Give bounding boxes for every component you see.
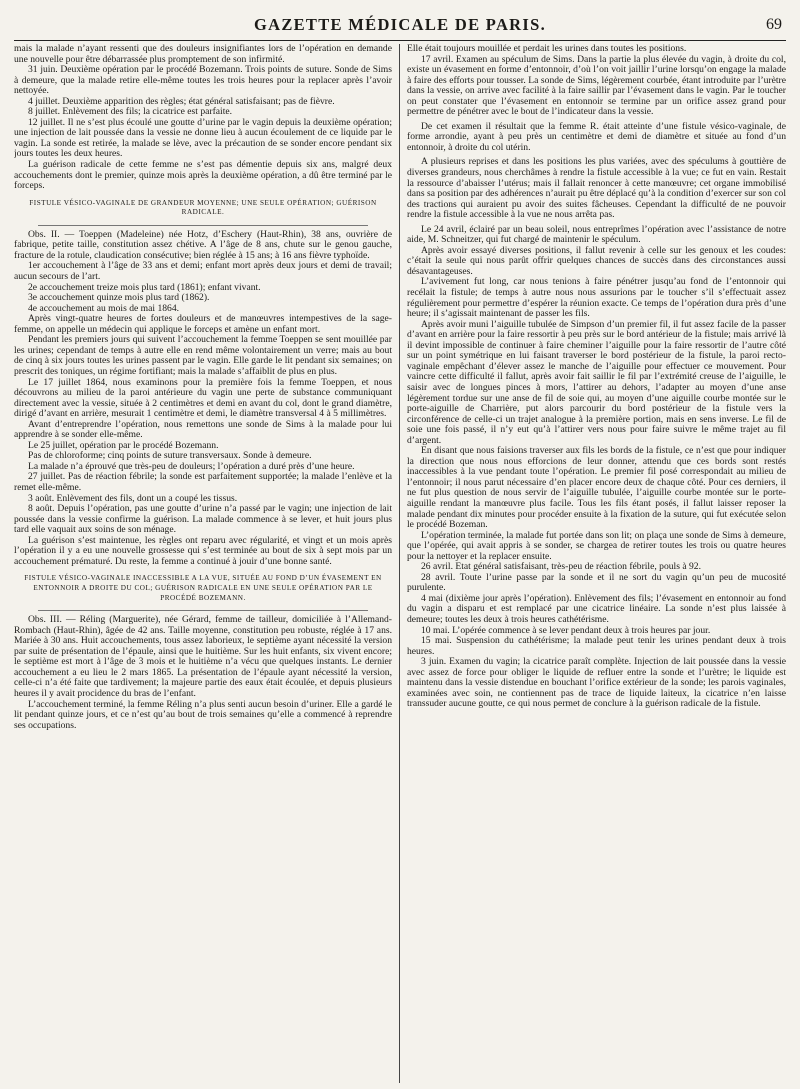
paragraph: 3e accouchement quinze mois plus tard (1862). xyxy=(28,292,210,304)
paragraph: 3 juin. Examen du vagin; la cicatrice paraît complète. Injection de lait poussée dans la vessie avec assez de force pour obliger le liquide de refluer entre la sonde et l’urètre; le liquide est maintenu dans la vessie distendue en bouchant l’orifice extérieur de la sonde; les parois vaginales, examinées avec soin, ne contiennent pas de trace de liquide laiteux, la cicatrice n’en laisse transsuder aucune goutte, ce qui nous permet de conclure à la guérison radicale de la fistule. xyxy=(407,656,786,710)
paragraph: Le 24 avril, éclairé par un beau soleil, nous entreprîmes l’opération avec l’assistance de notre aide, M. Schneitzer, qui fut chargé de maintenir le spéculum. xyxy=(407,223,786,246)
paragraph: 27 juillet. Pas de réaction fébrile; la sonde est parfaitement supportée; la malade l’enlève et la remet elle-même. xyxy=(14,471,392,493)
paragraph: La guérison radicale de cette femme ne s’est pas démentie depuis six ans, malgré deux accouchements dont le premier, quinze mois après la deuxième opération, a dû être terminé par le forceps. xyxy=(14,159,392,192)
paragraph: Pendant les premiers jours qui suivent l’accouchement la femme Toeppen se sent mouillée par les urines; cependant de temps à autre elle en rend même volontairement un verre; mais au bout de cinq à six jours toutes les urines passent par le vagin. Elle garde le lit pendant six semaines; on prescrit des toniques, un régime fortifiant; mais la malade s’affaiblit de plus en plus. xyxy=(14,334,392,377)
paragraph: L’avivement fut long, car nous tenions à faire pénétrer jusqu’au fond de l’entonnoir qui recélait la fistule; de temps à autre nous nous assurions par le toucher s’il s’effectuait assez régulièrement pour permettre d’espérer la réunion exacte. Ce temps de l’opération dura près d’une heure; il s’agissait maintenant de passer les fils. xyxy=(407,276,786,320)
paragraph: La malade n’a éprouvé que très-peu de douleurs; l’opération a duré près d’une heure. xyxy=(28,460,355,472)
paragraph: 10 mai. L’opérée commence à se lever pendant deux à trois heures par jour. xyxy=(421,624,711,636)
paragraph: 26 avril. Etat général satisfaisant, très-peu de réaction fébrile, pouls à 92. xyxy=(421,561,701,573)
paragraph: Le 17 juillet 1864, nous examinons pour la première fois la femme Toeppen, et nous découvrons au milieu de la paroi antérieure du vagin une perte de substance communiquant directement avec la vessie, située à 2 centimètres et demi en avant du col, dont le grand diamètre, dirigé d’avant en arrière, mesurait 1 centimètre et demi, le diamètre transversal 4 à 5 millimètres. xyxy=(14,376,392,420)
paragraph: Le 25 juillet, opération par le procédé Bozemann. xyxy=(28,439,219,451)
paragraph: mais la malade n’ayant ressenti que des douleurs insignifiantes lors de l’opération en demande une nouvelle pour être débarrassée plus promptement de son infirmité. xyxy=(14,44,392,65)
paragraph: 28 avril. Toute l’urine passe par la sonde et il ne sort du vagin qu’un peu de mucosité purulente. xyxy=(407,571,786,594)
text-columns xyxy=(14,44,786,1083)
paragraph: 4 mai (dixième jour après l’opération). Enlèvement des fils; l’évasement en entonnoir au fond du vagin a disparu et est remplacé par une cicatrice linéaire. La sonde n’est plus laissée à demeure; toutes les deux à trois heures cathétérisme. xyxy=(407,592,786,625)
paragraph: De cet examen il résultait que la femme R. était atteinte d’une fistule vésico-vaginale, de forme arrondie, ayant à peu près un centimètre et demi de diamètre et située au fond d’un entonnoir, à droite du col utérin. xyxy=(407,120,786,153)
paragraph: 3 août. Enlèvement des fils, dont un a coupé les tissus. xyxy=(28,492,238,504)
paragraph: 4e accouchement au mois de mai 1864. xyxy=(28,302,180,314)
paragraph: En disant que nous faisions traverser aux fils les bords de la fistule, ce n’est que pour indiquer la direction que nous nous efforcions de leur donner, attendu que ces bords sont restés inaccessibles à la vue pendant toute l’opération. Le premier fil posé correspondait au milieu de l’entonnoir; il nous parut nécessaire d’en placer encore deux de chaque côté. Pour ces derniers, il ne fut plus question de nous servir de l’aiguille tubulée, l’aiguille courbe montée sur le porte-aiguille rendant la manœuvre plus facile. Tous les fils étant posés, il fallut laisser reposer la malade pendant dix minutes pour procéder ensuite à la fixation de la suture, qui fut exécutée selon le procédé Bozeman. xyxy=(407,445,786,531)
paragraph: 8 juillet. Enlèvement des fils; la cicatrice est parfaite. xyxy=(28,106,233,118)
paragraph: Avant d’entreprendre l’opération, nous remettons une sonde de Sims à la malade pour lui apprendre à se sonder elle-même. xyxy=(14,418,392,441)
paragraph: 15 mai. Suspension du cathétérisme; la malade peut tenir les urines pendant deux à trois heures. xyxy=(407,635,786,657)
paragraph: 1er accouchement à l’âge de 33 ans et demi; enfant mort après deux jours et demi de travail; aucun secours de l’art. xyxy=(14,260,392,283)
paragraph: Après avoir essayé diverses positions, il fallut revenir à celle sur les genoux et les coudes: c’était la seule qui nous parût offrir quelques chances de succès dans des circonstances aussi désavantageuses. xyxy=(407,244,786,277)
section-divider xyxy=(38,225,368,226)
section-divider xyxy=(38,610,368,611)
paragraph: La guérison s’est maintenue, les règles ont reparu avec régularité, et vingt et un mois après l’opération il y a eu une nouvelle grossesse qui s’est terminée au bout de six à sept mois par un accouchement prématuré. Du reste, la femme a continué à jouir d’une bonne santé. xyxy=(14,534,392,567)
paragraph: L’accouchement terminé, la femme Réling n’a plus senti aucun besoin d’uriner. Elle a gardé le lit pendant quinze jours, et ce n’est qu’au bout de trois semaines qu’elle a commencé à reprendre ses occupations. xyxy=(14,698,392,731)
right-column xyxy=(400,44,786,1083)
paragraph: 4 juillet. Deuxième apparition des règles; état général satisfaisant; pas de fièvre. xyxy=(28,95,335,107)
section-heading: FISTULE VÉSICO-VAGINALE INACCESSIBLE A LA VUE, SITUÉE AU FOND D’UN ÉVASEMENT EN ENTONNOIR A DROITE DU COL; GUÉRISON RADICALE EN UNE SEULE OPÉRATION PAR LE PROCÉDÉ BOZEMANN. xyxy=(24,574,382,602)
paragraph: 31 juin. Deuxième opération par le procédé Bozemann. Trois points de suture. Sonde de Sims à demeure, que la malade retire elle-même toutes les trois heures pour la replacer après l’avoir nettoyée. xyxy=(14,64,392,97)
paragraph: Après vingt-quatre heures de fortes douleurs et de manœuvres intempestives de la sage-femme, on appelle un médecin qui applique le forceps et amène un enfant mort. xyxy=(14,313,392,335)
paragraph: Pas de chloroforme; cinq points de suture transversaux. Sonde à demeure. xyxy=(28,450,312,462)
paragraph: Elle était toujours mouillée et perdait les urines dans toutes les positions. xyxy=(407,44,687,54)
page-number: 69 xyxy=(766,16,782,33)
paragraph: A plusieurs reprises et dans les positions les plus variées, avec des spéculums à gouttière de diverses grandeurs, nous cherchâmes à rendre la fistule accessible à la vue; ce fut en vain. Restait la ressource d’abaisser l’utérus; mais il fallait renoncer à cette manœuvre; cet organe immobilisé dans sa position par des adhérences n’aurait pu être déplacé qu’à la condition d’exercer sur son col des tractions qui auraient pu avoir des suites fâcheuses. Cependant la difficulté de ne pouvoir rendre la fistule accessible à la vue ne nous arrêta pas. xyxy=(407,156,786,221)
paragraph: 17 avril. Examen au spéculum de Sims. Dans la partie la plus élevée du vagin, à droite du col, existe un évasement en forme d’entonnoir, d’où l’on voit jaillir l’urine lorsqu’on engage la malade à faire des efforts pour tousser. La sonde de Sims, légèrement courbée, étant introduite par l’urètre dans la vessie, on arrive avec facilité à la faire saillir par l’évasement dans le vagin. Par le toucher on peut constater que l’évasement en entonnoir se termine par un orifice assez grand pour permettre de pénétrer avec le bout de l’indicateur dans la vessie. xyxy=(407,53,786,118)
journal-title: GAZETTE MÉDICALE DE PARIS. xyxy=(253,15,547,34)
paragraph: 2e accouchement treize mois plus tard (1861); enfant vivant. xyxy=(28,281,261,293)
paragraph: Obs. II. — Toeppen (Madeleine) née Hotz, d’Eschery (Haut-Rhin), 38 ans, ouvrière de fabrique, petite taille, constitution assez chétive. A l’âge de 8 ans, chute sur le genou gauche, fracture de la rotule, claudication consécutive; bien réglée à 15 ans; à 16 ans fièvre typhoïde. xyxy=(14,228,392,261)
paragraph: 12 juillet. Il ne s’est plus écoulé une goutte d’urine par le vagin depuis la deuxième opération; une injection de lait poussée dans la vessie ne donne lieu à aucun écoulement de ce liquide par le vagin. La sonde est retirée, la malade se lève, avec la précaution de se sonder encore pendant six jours toutes les deux heures. xyxy=(14,116,392,160)
section-heading: FISTULE VÉSICO-VAGINALE DE GRANDEUR MOYENNE; UNE SEULE OPÉRATION; GUÉRISON RADICALE. xyxy=(29,198,377,217)
running-header xyxy=(14,10,786,41)
paragraph: L’opération terminée, la malade fut portée dans son lit; on plaça une sonde de Sims à demeure, que l’opérée, qui avait appris à se sonder, se chargea de retirer toutes les trois ou quatre heures pour la nettoyer et la replacer ensuite. xyxy=(407,529,786,562)
paragraph: 8 août. Depuis l’opération, pas une goutte d’urine n’a passé par le vagin; une injection de lait poussée dans la vessie confirme la guérison. La malade commence à se lever, et huit jours plus tard elle vaquait aux soins de son ménage. xyxy=(14,503,392,536)
paragraph: Obs. III. — Réling (Marguerite), née Gérard, femme de tailleur, domiciliée à l’Allemand-Rombach (Haut-Rhin), âgée de 42 ans. Taille moyenne, constitution peu robuste, réglée à 17 ans. Mariée à 30 ans. Huit accouchements, tous assez laborieux, le septième ayant nécessité la version par suite de présentation de l’épaule, ainsi que le huitième. Sur les huit enfants, six vivent encore; le septième est mort à l’âge de 3 mois et le huitième n’a vécu que quelques instants. Le dernier accouchement a eu lieu le 2 mars 1865. La présentation de l’épaule ayant nécessité la version, celle-ci n’a été faite que tardivement; la majeure partie des eaux était écoulée, et depuis plusieurs heures il y avait procidence du bras de l’enfant. xyxy=(14,614,392,699)
paragraph: Après avoir muni l’aiguille tubulée de Simpson d’un premier fil, il fut assez facile de la passer d’avant en arrière pour la faire ressortir à peu près sur le bord antérieur de la fistule; mais arrivé là il devint impossible de continuer à faire cheminer l’aiguille pour la faire ressortir de l’autre côté sur un point symétrique en lui faisant traverser le bord postérieur de la fistule, la paroi recto-vaginale empêchant d’élever assez le manche de l’aiguille pour effectuer ce mouvement. Pour vaincre cette difficulté il fallut, après avoir fait saillir le fil par l’extrémité creuse de l’aiguille, le saisir avec de longues pinces à mors, l’attirer au dehors, l’adapter au moyen d’une anse légèrement tordue sur une anse de fil de soie qui, au moyen d’une aiguille courbe montée sur le porte-aiguille de Charrière, put alors parcourir du bord postérieur de la fistule vers la circonférence de celle-ci un trajet analogue à la première portion, mais en sens inverse. Le fil de soie une fois passé, il n’y eut qu’à l’attirer vers nous pour faire suivre le même trajet au fil d’argent. xyxy=(407,318,786,446)
left-column xyxy=(14,44,400,1083)
